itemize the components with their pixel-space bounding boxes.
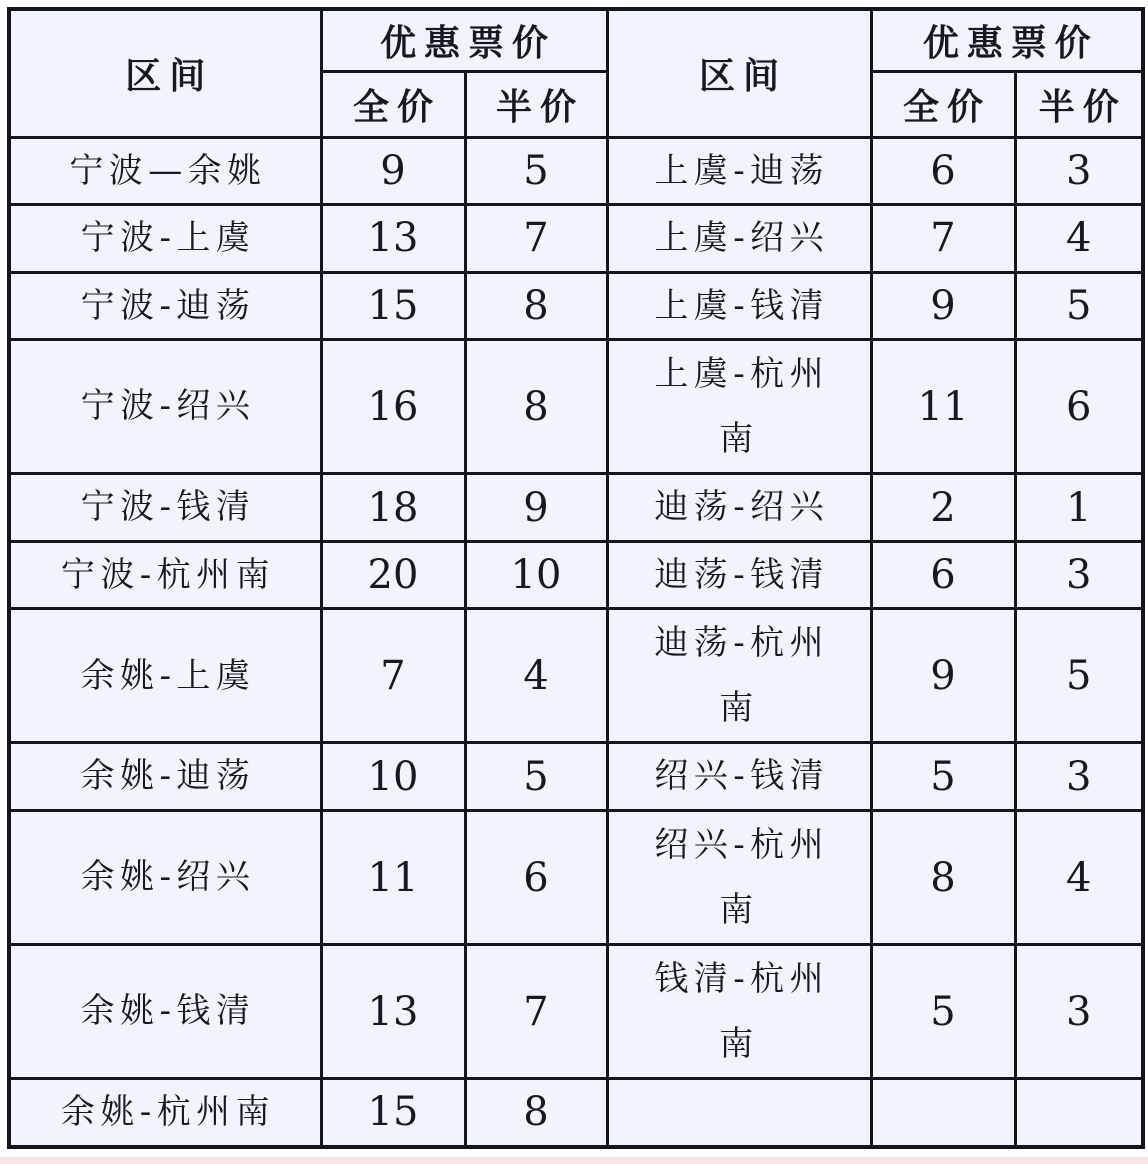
table-row	[9, 1079, 1143, 1147]
left-interval-cell: 宁波-杭州南	[9, 541, 321, 609]
right-full-price-cell: 6	[871, 137, 1015, 205]
right-full-price-cell	[871, 1079, 1015, 1147]
right-half-price-cell: 5	[1015, 272, 1143, 340]
left-half-price-header: 半价	[465, 71, 607, 137]
left-interval-cell: 余姚-钱清	[9, 945, 321, 1079]
left-interval-cell: 余姚-迪荡	[9, 743, 321, 811]
right-full-price-cell: 7	[871, 205, 1015, 273]
right-half-price-cell	[1015, 1079, 1143, 1147]
right-interval-cell: 上虞-绍兴	[607, 205, 871, 273]
left-full-price-cell: 7	[321, 609, 465, 743]
left-discount-fare-header: 优惠票价	[321, 9, 607, 71]
table-row	[9, 811, 1143, 945]
left-full-price-header: 全价	[321, 71, 465, 137]
right-full-price-cell: 2	[871, 474, 1015, 542]
left-full-price-cell: 15	[321, 1079, 465, 1147]
table-row	[9, 945, 1143, 1079]
right-interval-cell: 迪荡-钱清	[607, 541, 871, 609]
right-half-price-header: 半价	[1015, 71, 1143, 137]
left-interval-cell: 宁波-迪荡	[9, 272, 321, 340]
left-full-price-cell: 9	[321, 137, 465, 205]
right-full-price-cell: 8	[871, 811, 1015, 945]
right-full-price-cell: 9	[871, 272, 1015, 340]
left-half-price-cell: 6	[465, 811, 607, 945]
right-full-price-cell: 5	[871, 945, 1015, 1079]
left-half-price-cell: 4	[465, 609, 607, 743]
left-full-price-cell: 10	[321, 743, 465, 811]
left-full-price-cell: 15	[321, 272, 465, 340]
table-row	[9, 609, 1143, 743]
fare-table-header	[9, 9, 1143, 137]
right-half-price-cell: 3	[1015, 541, 1143, 609]
left-half-price-cell: 8	[465, 272, 607, 340]
right-interval-cell: 绍兴-杭州南	[607, 811, 871, 945]
right-full-price-cell: 6	[871, 541, 1015, 609]
left-full-price-cell: 11	[321, 811, 465, 945]
left-full-price-cell: 13	[321, 205, 465, 273]
right-half-price-cell: 5	[1015, 609, 1143, 743]
table-row	[9, 137, 1143, 205]
table-row	[9, 272, 1143, 340]
left-half-price-cell: 8	[465, 1079, 607, 1147]
right-full-price-cell: 9	[871, 609, 1015, 743]
right-interval-header: 区间	[607, 9, 871, 137]
left-interval-cell: 余姚-杭州南	[9, 1079, 321, 1147]
bottom-edge-strip	[0, 1157, 1148, 1164]
left-interval-cell: 余姚-上虞	[9, 609, 321, 743]
header-row-1	[9, 9, 1143, 71]
left-full-price-cell: 13	[321, 945, 465, 1079]
left-half-price-cell: 8	[465, 340, 607, 474]
right-half-price-cell: 3	[1015, 743, 1143, 811]
left-half-price-cell: 9	[465, 474, 607, 542]
table-row	[9, 743, 1143, 811]
fare-table	[7, 7, 1145, 1149]
left-half-price-cell: 7	[465, 945, 607, 1079]
right-interval-cell: 钱清-杭州南	[607, 945, 871, 1079]
left-full-price-cell: 20	[321, 541, 465, 609]
right-interval-cell: 上虞-钱清	[607, 272, 871, 340]
right-interval-cell: 上虞-迪荡	[607, 137, 871, 205]
left-interval-cell: 宁波-上虞	[9, 205, 321, 273]
left-interval-cell: 宁波—余姚	[9, 137, 321, 205]
left-half-price-cell: 10	[465, 541, 607, 609]
right-interval-cell: 迪荡-杭州南	[607, 609, 871, 743]
right-interval-cell: 上虞-杭州南	[607, 340, 871, 474]
right-interval-cell: 绍兴-钱清	[607, 743, 871, 811]
left-interval-cell: 余姚-绍兴	[9, 811, 321, 945]
table-row	[9, 541, 1143, 609]
right-half-price-cell: 6	[1015, 340, 1143, 474]
table-row	[9, 205, 1143, 273]
table-row	[9, 340, 1143, 474]
right-discount-fare-header: 优惠票价	[871, 9, 1143, 71]
right-half-price-cell: 3	[1015, 945, 1143, 1079]
right-full-price-cell: 5	[871, 743, 1015, 811]
left-half-price-cell: 5	[465, 137, 607, 205]
right-half-price-cell: 4	[1015, 811, 1143, 945]
left-full-price-cell: 16	[321, 340, 465, 474]
left-half-price-cell: 5	[465, 743, 607, 811]
right-interval-cell	[607, 1079, 871, 1147]
right-half-price-cell: 3	[1015, 137, 1143, 205]
left-half-price-cell: 7	[465, 205, 607, 273]
right-half-price-cell: 1	[1015, 474, 1143, 542]
fare-table-body	[9, 137, 1143, 1147]
right-full-price-cell: 11	[871, 340, 1015, 474]
right-interval-cell: 迪荡-绍兴	[607, 474, 871, 542]
right-full-price-header: 全价	[871, 71, 1015, 137]
left-interval-cell: 宁波-绍兴	[9, 340, 321, 474]
table-row	[9, 474, 1143, 542]
left-interval-header: 区间	[9, 9, 321, 137]
left-full-price-cell: 18	[321, 474, 465, 542]
right-half-price-cell: 4	[1015, 205, 1143, 273]
left-interval-cell: 宁波-钱清	[9, 474, 321, 542]
